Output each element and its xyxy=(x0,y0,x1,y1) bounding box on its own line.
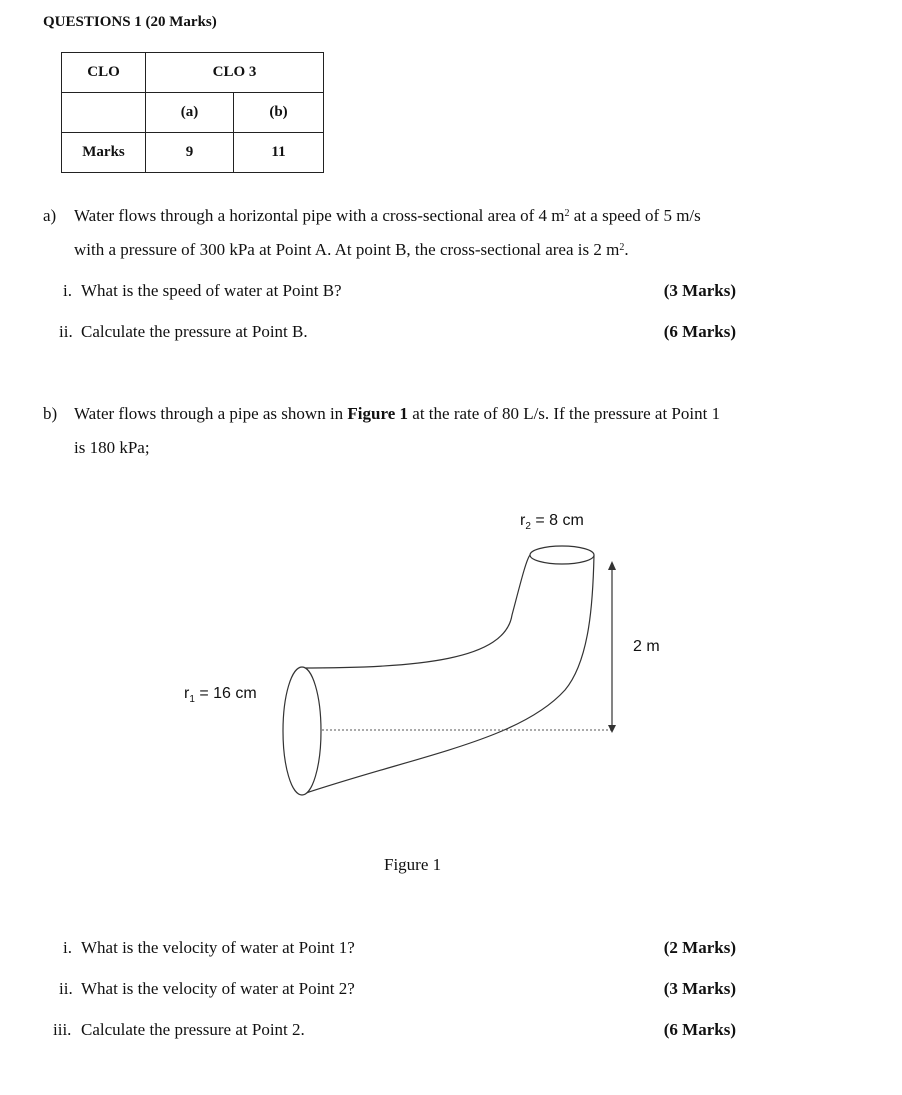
question-heading: QUESTIONS 1 (20 Marks) xyxy=(43,14,217,30)
question-marks: (3 Marks) xyxy=(663,281,736,300)
superscript: 2 xyxy=(619,242,625,253)
subscript: 1 xyxy=(189,694,195,706)
figure-caption: Figure 1 xyxy=(384,855,442,874)
table-cell: CLO xyxy=(62,53,146,93)
text-span: at the rate of 80 L/s. If the pressure at Point 1 xyxy=(408,404,721,423)
question-text: What is the speed of water at Point B? xyxy=(81,281,342,300)
question-text: What is the velocity of water at Point 2? xyxy=(81,979,355,998)
subscript: 2 xyxy=(525,521,531,533)
table-cell: (a) xyxy=(146,93,234,133)
table-cell: CLO 3 xyxy=(146,53,324,93)
outlet-opening xyxy=(530,546,594,564)
r1-label xyxy=(184,685,257,705)
text-span: = 16 cm xyxy=(194,685,257,702)
pipe-bottom-edge xyxy=(303,555,594,794)
text-span: = 8 cm xyxy=(530,512,584,529)
inlet-opening xyxy=(283,667,321,795)
part-b-line2: is 180 kPa; xyxy=(74,438,150,457)
r2-label xyxy=(520,512,584,532)
superscript: 2 xyxy=(564,208,570,219)
question-marks: (6 Marks) xyxy=(663,1020,736,1039)
question-number: iii. xyxy=(53,1020,72,1039)
figure-reference: Figure 1 xyxy=(347,404,409,423)
text-span: Water flows through a pipe as shown in xyxy=(74,404,348,423)
question-number: i. xyxy=(63,938,72,957)
height-label: 2 m xyxy=(633,638,660,655)
text-span: . xyxy=(624,240,629,259)
question-marks: (6 Marks) xyxy=(663,322,736,341)
table-cell: (b) xyxy=(234,93,324,133)
part-b-label: b) xyxy=(43,404,58,423)
table-cell: 9 xyxy=(146,133,234,173)
text-span: r xyxy=(520,512,526,529)
table-cell: 11 xyxy=(234,133,324,173)
arrow-head-down xyxy=(608,725,616,733)
text-span: with a pressure of 300 kPa at Point A. At point B, the cross-sectional area is 2 m xyxy=(74,240,620,259)
question-text: Calculate the pressure at Point 2. xyxy=(81,1020,305,1039)
question-marks: (3 Marks) xyxy=(663,979,736,998)
question-number: ii. xyxy=(59,979,73,998)
text-span: Water flows through a horizontal pipe with a cross-sectional area of 4 m xyxy=(74,206,565,225)
question-number: i. xyxy=(63,281,72,300)
part-a-label: a) xyxy=(43,206,57,225)
question-text: Calculate the pressure at Point B. xyxy=(81,322,308,341)
table-cell: Marks xyxy=(62,133,146,173)
text-span: at a speed of 5 m/s xyxy=(569,206,701,225)
text-span: r xyxy=(184,685,190,702)
pipe-top-edge xyxy=(300,555,530,668)
question-marks: (2 Marks) xyxy=(663,938,736,957)
arrow-head-up xyxy=(608,561,616,570)
question-number: ii. xyxy=(59,322,73,341)
question-text: What is the velocity of water at Point 1? xyxy=(81,938,355,957)
